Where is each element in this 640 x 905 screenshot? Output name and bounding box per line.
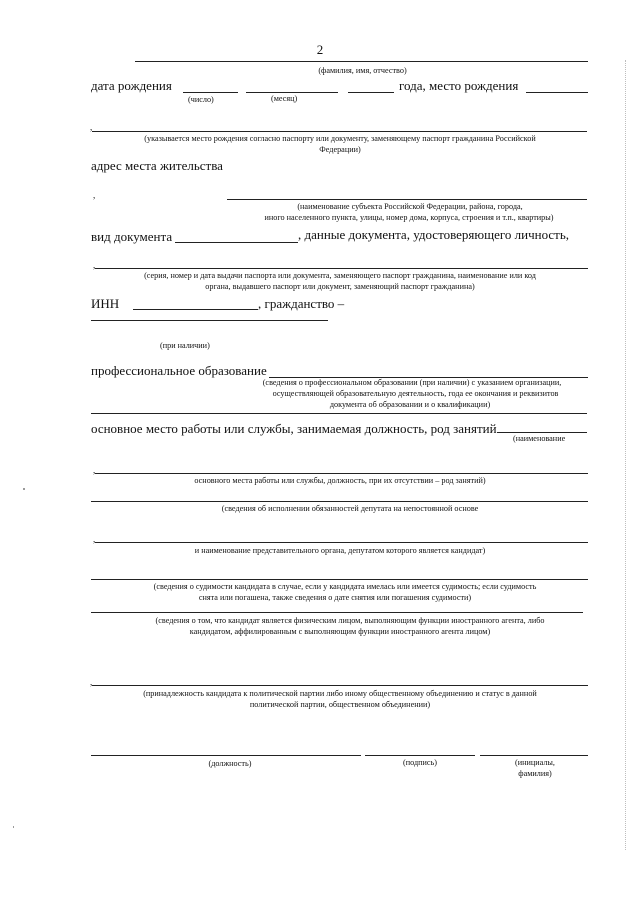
birth-place-label: года, место рождения: [399, 78, 519, 93]
deputy-caption-line1: (сведения об исполнении обязанностей депутата на непостоянной основе: [221, 504, 479, 513]
document-caption-line1: (серия, номер и дата выдачи паспорта или документа, заменяющего паспорт гражданина, наименование или код: [144, 271, 536, 280]
position-caption: (должность): [208, 759, 252, 768]
party-caption-line2: политической партии, общественном объединении): [249, 700, 431, 709]
inn-label: ИНН: [91, 296, 120, 311]
birth-place-field[interactable]: [92, 131, 587, 132]
document-type-field[interactable]: [175, 242, 298, 243]
comma-mark: ,: [93, 465, 96, 475]
citizenship-label: , гражданство –: [258, 296, 345, 311]
comma-mark: ,: [93, 260, 96, 270]
work-caption-line2: основного места работы или службы, должность, при их отсутствии – род занятий): [194, 476, 486, 485]
conviction-caption-line1: (сведения о судимости кандидата в случае, если у кандидата имелась или имеется судимость; если судимость: [153, 582, 537, 591]
birth-year-field[interactable]: [348, 92, 394, 93]
address-label: адрес места жительства: [91, 158, 223, 173]
comma-mark: ,: [93, 190, 96, 200]
birth-month-caption: (месяц): [271, 94, 298, 103]
page-number: 2: [316, 42, 324, 57]
foreign-agent-caption-line2: кандидатом, аффилированным с выполняющим функции иностранного агента лицом): [189, 627, 491, 636]
deputy-caption-line2: и наименование представительного органа, депутатом которого является кандидат): [194, 546, 486, 555]
initials-caption-line1: (инициалы,: [515, 758, 555, 767]
initials-field[interactable]: [480, 755, 588, 756]
foreign-agent-field[interactable]: [91, 612, 583, 613]
birth-month-field[interactable]: [246, 92, 338, 93]
education-label: профессиональное образование: [91, 363, 267, 378]
scan-speck: [23, 488, 25, 490]
citizenship-field[interactable]: [91, 320, 328, 321]
work-label: основное место работы или службы, занимаемая должность, род занятий: [91, 421, 497, 436]
party-field[interactable]: [92, 685, 588, 686]
work-caption-line1: (наименование: [513, 434, 566, 443]
inn-availability-caption: (при наличии): [160, 341, 210, 350]
document-data-field[interactable]: [95, 268, 588, 269]
work-field[interactable]: [95, 473, 588, 474]
scan-edge-line: [625, 60, 626, 850]
deputy-field[interactable]: [91, 501, 588, 502]
education-caption-line3: документа об образовании и о квалификации): [329, 400, 491, 409]
education-field-continued[interactable]: [91, 413, 587, 414]
initials-caption-line2: фамилия): [518, 769, 552, 778]
address-caption-line2: иного населенного пункта, улицы, номер дома, корпуса, строения и т.п., квартиры): [264, 213, 554, 222]
comma-mark: ,: [90, 122, 93, 132]
birth-day-field[interactable]: [183, 92, 238, 93]
party-caption-line1: (принадлежность кандидата к политической партии либо иному общественному объединению и статус в данной: [143, 689, 537, 698]
foreign-agent-caption-line1: (сведения о том, что кандидат является физическим лицом, выполняющим функции иностранного агента, либо: [155, 616, 545, 625]
birth-place-field-short[interactable]: [526, 92, 588, 93]
work-field-short[interactable]: [497, 432, 587, 433]
birth-date-label: дата рождения: [91, 78, 172, 93]
conviction-field[interactable]: [91, 579, 588, 580]
education-caption-line1: (сведения о профессиональном образовании (при наличии) с указанием организации,: [262, 378, 562, 387]
comma-mark: ,: [93, 534, 96, 544]
conviction-caption-line2: снята или погашена, также сведения о дате снятия или погашения судимости): [198, 593, 472, 602]
scan-speck: [13, 826, 14, 828]
signature-caption: (подпись): [403, 758, 437, 767]
signature-field[interactable]: [365, 755, 475, 756]
education-caption-line2: осуществляющей образовательную деятельность, года ее окончания и реквизитов: [272, 389, 559, 398]
birth-day-caption: (число): [188, 95, 214, 104]
document-data-label: , данные документа, удостоверяющего личность,: [298, 227, 570, 242]
document-type-label: вид документа: [91, 229, 173, 244]
comma-mark: ,: [90, 677, 93, 687]
address-field[interactable]: [227, 199, 587, 200]
address-caption-line1: (наименование субъекта Российской Федерации, района, города,: [297, 202, 523, 211]
birth-place-caption-line2: Федерации): [319, 145, 361, 154]
birth-place-caption-line1: (указывается место рождения согласно паспорту или документу, заменяющему паспорт гражданина Российской: [144, 134, 536, 143]
fio-caption: (фамилия, имя, отчество): [318, 66, 407, 75]
fio-field-line[interactable]: [135, 61, 588, 62]
position-field[interactable]: [91, 755, 361, 756]
document-caption-line2: органа, выдавшего паспорт или документ, заменяющий паспорт гражданина): [205, 282, 475, 291]
inn-field[interactable]: [133, 309, 258, 310]
deputy-body-field[interactable]: [95, 542, 588, 543]
